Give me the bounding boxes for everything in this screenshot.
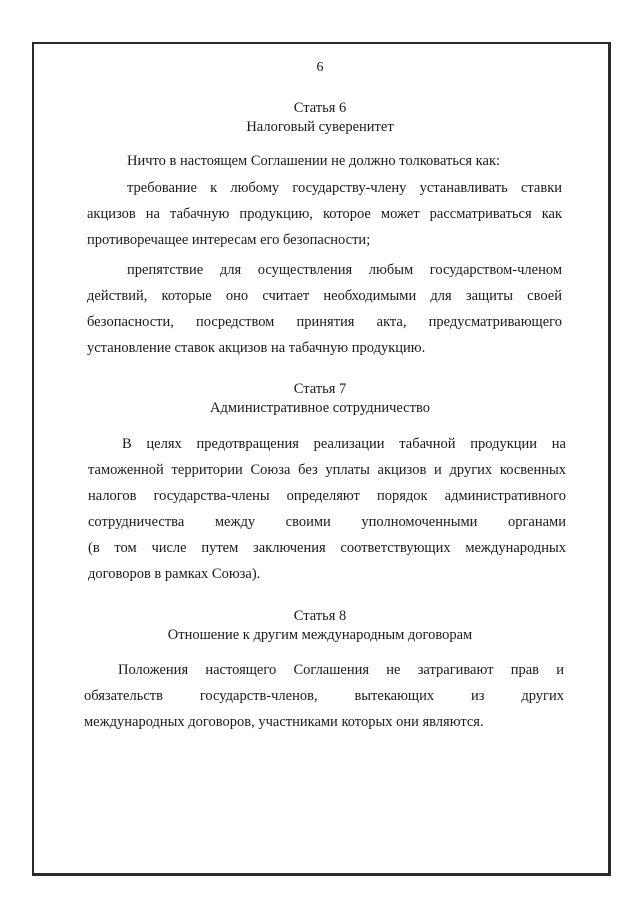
article-6-line: установление ставок акцизов на табачную продукцию. (87, 340, 426, 356)
article-8-subtitle: Отношение к другим международным договорам (167, 627, 473, 643)
article-6-line: Ничто в настоящем Соглашении не должно толковаться как: (127, 153, 501, 169)
article-6-title: Статья 6 (293, 100, 347, 116)
article-6-line: действий, которые оно считает необходимыми для защиты своей (87, 288, 562, 304)
article-8-line: Положения настоящего Соглашения не затрагивают прав и (118, 662, 564, 678)
article-6-line: противоречащее интересам его безопасности; (87, 232, 371, 248)
page-number: 6 (316, 60, 324, 75)
article-7-line: В целях предотвращения реализации табачной продукции на (122, 436, 566, 452)
article-8-line: международных договоров, участниками которых они являются. (84, 714, 484, 730)
article-6-line: акцизов на табачную продукцию, которое может рассматриваться как (87, 206, 562, 222)
article-7-subtitle: Административное сотрудничество (210, 400, 430, 416)
article-8-line: обязательств государств-членов, вытекающих из других (84, 688, 564, 704)
article-8-title: Статья 8 (293, 608, 347, 624)
article-7-line: сотрудничества между своими уполномоченными органами (88, 514, 566, 530)
article-6-line: требование к любому государству-члену устанавливать ставки (127, 180, 562, 196)
article-7-line: таможенной территории Союза без уплаты акцизов и других косвенных (88, 462, 566, 478)
article-6-line: безопасности, посредством принятия акта, предусматривающего (87, 314, 562, 330)
article-6-line: препятствие для осуществления любым государством-членом (127, 262, 562, 278)
article-7-line: договоров в рамках Союза). (88, 566, 261, 582)
article-8-heading (0, 607, 640, 645)
article-7-line: (в том числе путем заключения соответствующих международных (88, 540, 566, 556)
article-7-line: налогов государства-члены определяют порядок административного (88, 488, 566, 504)
article-7-heading (0, 380, 640, 418)
article-6-subtitle: Налоговый суверенитет (246, 119, 394, 135)
article-7-title: Статья 7 (293, 381, 347, 397)
article-6-heading (0, 99, 640, 137)
